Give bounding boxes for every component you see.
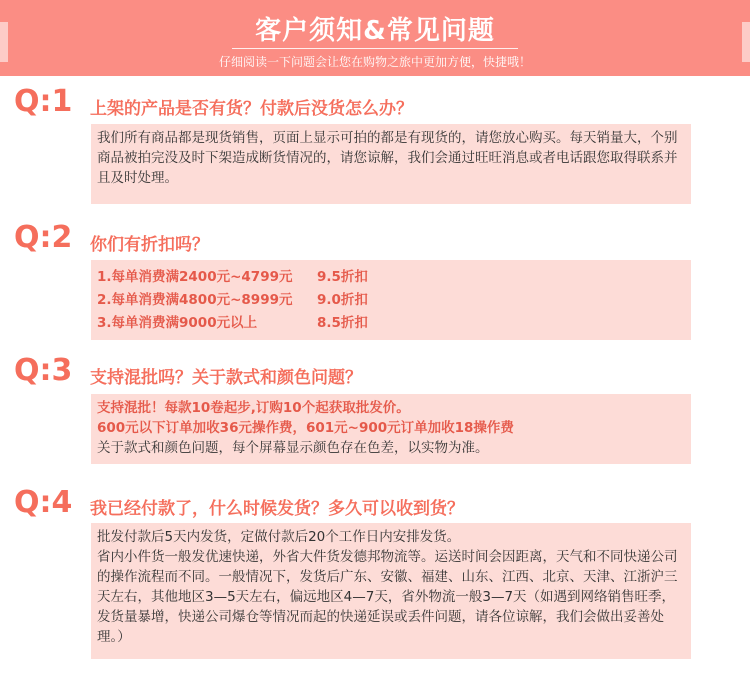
answer-line-color: 关于款式和颜色问题，每个屏幕显示颜色存在色差，以实物为准。	[97, 440, 489, 456]
answer-text-1: 我们所有商品都是现货销售，页面上显示可拍的都是有现货的，请您放心购买。每天销量大，个别商品被拍完没及时下架造成断货情况的，请您谅解，我们会通过旺旺消息或者电话跟您取得联系并且及时处理。	[97, 130, 678, 186]
question-label-2: Q:2	[14, 220, 73, 255]
question-title-1: 上架的产品是否有货？付款后没货怎么办？	[90, 99, 413, 119]
question-label-1: Q:1	[14, 84, 73, 119]
discount-rule: 3.每单消费满9000元以上	[97, 315, 258, 331]
discount-rate: 9.0折扣	[317, 292, 368, 308]
discount-rate: 8.5折扣	[317, 315, 368, 331]
question-title-2: 你们有折扣吗？	[90, 235, 209, 255]
question-label-4: Q:4	[14, 485, 73, 520]
header-divider	[232, 48, 518, 49]
discount-rule: 1.每单消费满2400元~4799元	[97, 269, 293, 285]
answer-line-shipping-time: 批发付款后5天内发货，定做付款后20个工作日内安排发货。	[97, 529, 461, 545]
question-label-3: Q:3	[14, 353, 73, 388]
answer-line-mixed-batch: 支持混批！每款10卷起步,订购10个起获取批发价。	[97, 400, 410, 416]
answer-box-2	[91, 260, 691, 340]
header-banner	[0, 0, 750, 76]
answer-line-delivery-details: 省内小件货一般发优速快递，外省大件货发德邦物流等。运送时间会因距离，天气和不同快递公司的操作流程而不同。一般情况下，发货后广东、安徽、福建、山东、江西、北京、天津、江浙沪三天左右，其他地区3—5天左右，偏远地区4—7天，省外物流一般3—7天（如遇到网络销售旺季，发货量暴增，快递公司爆仓等情况而起的快递延误或丢件问题，请各位谅解，我们会做出妥善处理。）	[97, 549, 678, 645]
answer-box-1	[91, 124, 691, 204]
discount-row	[97, 266, 685, 289]
page-subtitle: 仔细阅读一下问题会让您在购物之旅中更加方便，快捷哦！	[218, 55, 531, 69]
discount-row	[97, 289, 685, 312]
answer-box-3	[91, 394, 691, 464]
question-title-4: 我已经付款了，什么时候发货？多久可以收到货？	[90, 499, 464, 519]
page-title: 客户须知&常见问题	[255, 16, 495, 46]
discount-row	[97, 312, 685, 335]
discount-rate: 9.5折扣	[317, 269, 368, 285]
answer-box-4	[91, 523, 691, 659]
answer-line-fees: 600元以下订单加收36元操作费，601元~900元订单加收18操作费	[97, 420, 514, 436]
question-title-3: 支持混批吗？关于款式和颜色问题？	[90, 368, 362, 388]
discount-rule: 2.每单消费满4800元~8999元	[97, 292, 293, 308]
